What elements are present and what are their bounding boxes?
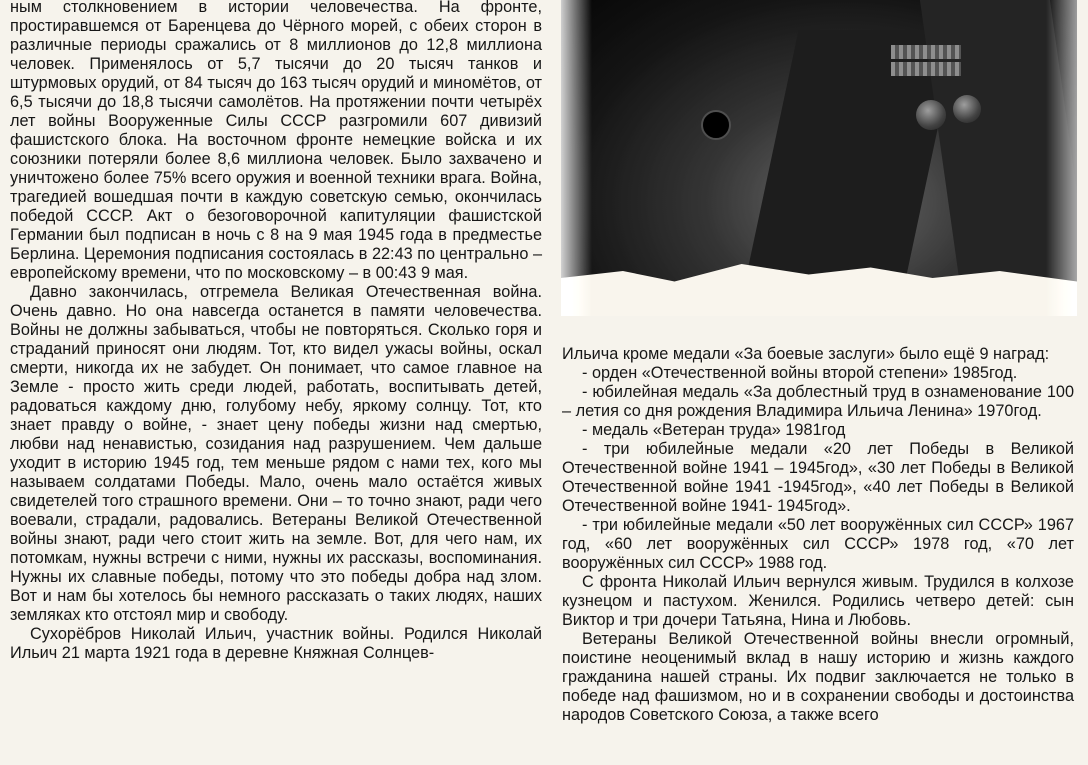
award-item: - юбилейная медаль «За доблестный труд в ознаменование 100 – летия со дня рождения Владимира Ильича Ленина» 1970год.	[562, 383, 1074, 420]
article-left-column	[10, 0, 542, 663]
paragraph-after-war: С фронта Николай Ильич вернулся живым. Трудился в колхозе кузнецом и пастухом. Женился. Родились четверо детей: сын Виктор и три дочери Татьяна, Нина и Любовь.	[562, 573, 1074, 629]
article-right-column	[562, 345, 1074, 725]
paragraph-veteran-intro: Сухорёбров Николай Ильич, участник войны. Родился Николай Ильич 21 марта 1921 года в деревне Княжная Солнцев-	[10, 625, 542, 662]
paragraph-memory: Давно закончилась, отгремела Великая Отечественная война. Очень давно. Но она навсегда останется в памяти человечества. Войны не должны забываться, чтобы не повторяться. Сколько горя и страданий приносят они людям. Тот, кто видел ужасы войны, оскал смерти, никогда их не забудет. Он понимает, что самое главное на Земле - просто жить среди людей, работать, воспитывать детей, радоваться каждому дню, голубому небу, яркому солнцу. Тот, кто знает правду о войне, - знает цену победы жизни над смертью, любви над ненавистью, созидания над разрушением. Чем дальше уходит в историю 1945 год, тем меньше рядом с нами тех, кого мы называем солдатами Победы. Мало, очень мало остаётся живых свидетелей того страшного времени. Они – то точно знают, ради чего воевали, страдали, радовались. Ветераны Великой Отечественной войны знают, ради чего стоит жить на земле. Вот, для чего нам, их потомкам, нужны встречи с ними, нужны их рассказы, воспоминания. Нужны их славные победы, потому что это победы добра над злом. Вот и нам бы хотелось бы немного рассказать о таких людях, наших земляках кто отстоял мир и свободу.	[10, 283, 542, 624]
award-item: - три юбилейные медали «50 лет вооружённых сил СССР» 1967 год, «60 лет вооружённых сил СССР» 1978 год, «70 лет вооружённых сил СССР» 1988 год.	[562, 516, 1074, 572]
paragraph-war-statistics: ным столкновением в истории человечества. На фронте, простиравшемся от Баренцева до Чёрного морей, с обеих сторон в различные периоды сражались от 8 миллионов до 12,8 миллиона человек. Применялось от 5,7 тысячи до 20 тысяч танков и штурмовых орудий, от 84 тысяч до 163 тысяч орудий и миномётов, от 6,5 тысячи до 18,8 тысячи самолётов. На протяжении почти четырёх лет войны Вооруженные Силы СССР разгромили 607 дивизий фашистского блока. На восточном фронте немецкие войска и их союзники потеряли более 8,6 миллиона человек. Было захвачено и уничтожено более 75% всего оружия и военной техники врага. Война, трагедией вошедшая почти в каждую советскую семью, окончилась победой СССР. Акт о безоговорочной капитуляции фашистской Германии был подписан в ночь с 8 на 9 мая 1945 года в предместье Берлина. Церемония подписания состоялась в 22:43 по центрально – европейскому времени, что по московскому – в 00:43 9 мая.	[10, 0, 542, 282]
veteran-photo	[561, 0, 1077, 316]
award-item: - орден «Отечественной войны второй степени» 1985год.	[582, 364, 1018, 382]
award-item: - медаль «Ветеран труда» 1981год	[582, 421, 846, 439]
award-item: - три юбилейные медали «20 лет Победы в Великой Отечественной войне 1941 – 1945год», «30 лет Победы в Великой Отечественной войне 1941 -1945год», «40 лет Победы в Великой Отечественной войне 1941- 1945год».	[562, 440, 1074, 515]
paragraph-veterans-contribution: Ветераны Великой Отечественной войны внесли огромный, поистине неоценимый вклад в нашу историю и жизнь каждого гражданина нашей страны. Их подвиг заключается не только в победе над фашизмом, но и в сохранении свободы и достоинства народов Советского Союза, а также всего	[562, 630, 1074, 724]
paragraph-awards-intro: Ильича кроме медали «За боевые заслуги» было ещё 9 наград:	[562, 345, 1050, 363]
